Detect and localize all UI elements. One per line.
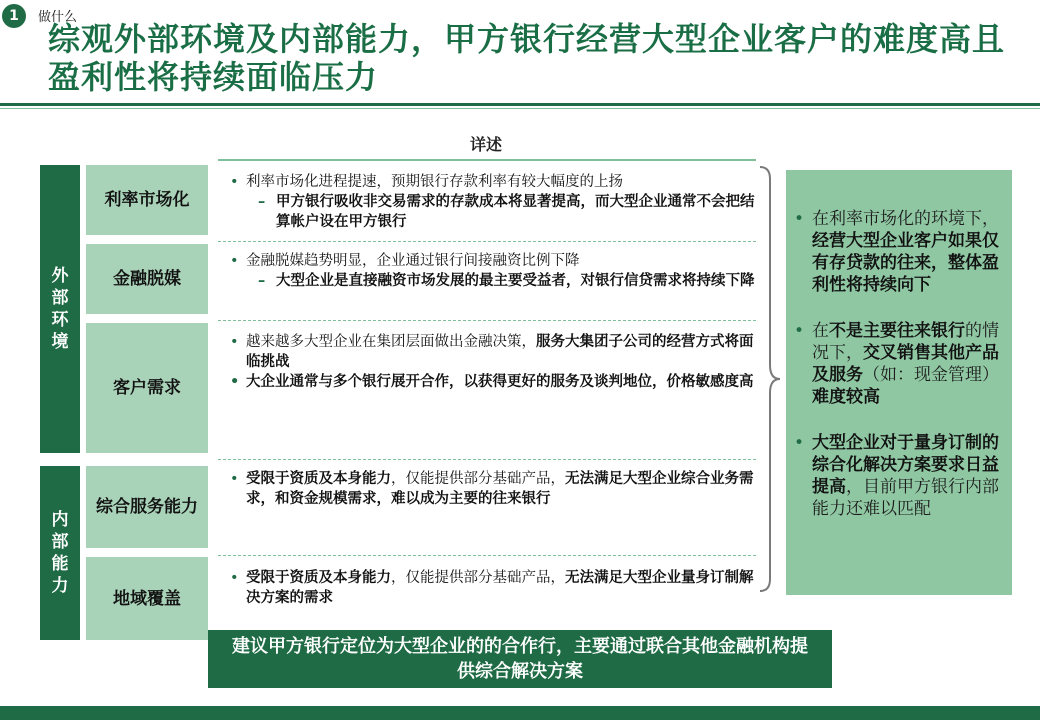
recommendation-banner (208, 630, 832, 688)
group-label-external (40, 165, 80, 453)
summary-text-bold: 经营大型企业客户如果仅有存贷款的往来，整体盈利性将持续向下 (812, 231, 999, 295)
category-label: 综合服务能力 (96, 497, 198, 517)
right-brace-icon (758, 165, 784, 595)
row-separator (218, 320, 756, 322)
detail-text: ，仅能提供部分基础产品， (391, 570, 565, 586)
detail-disintermediation (218, 251, 758, 291)
step-badge: 1 (2, 4, 26, 28)
recommendation-text: 建议甲方银行定位为大型企业的的合作行，主要通过联合其他金融机构提供综合解决方案 (232, 636, 808, 682)
summary-text-bold: 难度较高 (812, 387, 880, 407)
category-integrated-service (86, 466, 208, 548)
title-divider (0, 103, 1040, 106)
group-label-external-text: 外部环境 (51, 266, 69, 352)
step-label: 做什么 (38, 10, 78, 25)
detail-bullet: • 大企业通常与多个银行展开合作，以获得更好的服务及谈判地位，价格敏感度高 (218, 372, 758, 392)
detail-regional-coverage (218, 568, 758, 608)
detail-text-bold: 受限于资质及本身能力 (246, 471, 391, 487)
detail-text-bold: 受限于资质及本身能力 (246, 570, 391, 586)
footer-bar (0, 706, 1040, 720)
detail-text-bold: 服务大集团子公司的经营方式将面临挑战 (246, 334, 754, 370)
column-header: 详述 (470, 135, 503, 154)
detail-bullet (218, 568, 758, 608)
detail-text: 越来越多大型企业在集团层面做出金融决策， (246, 334, 536, 350)
detail-text: ，仅能提供部分基础产品， (391, 471, 565, 487)
detail-integrated-service (218, 469, 758, 509)
category-regional-coverage (86, 557, 208, 640)
summary-text-bold: 大型企业对于量身订制的综合化解决方案要求日益提高 (812, 433, 999, 497)
summary-point (794, 432, 1002, 520)
page-title: 综观外部环境及内部能力，甲方银行经营大型企业客户的难度高且盈利性将持续面临压力 (48, 20, 1006, 96)
category-label: 金融脱媒 (113, 269, 181, 289)
detail-rate-liberalization (218, 172, 758, 232)
summary-text: 的情况下， (812, 321, 999, 363)
detail-bullet: • 利率市场化进程提速，预期银行存款利率有较大幅度的上扬 (218, 172, 758, 192)
title-divider-thin (0, 108, 1040, 109)
summary-point (794, 320, 1002, 408)
summary-text: 在 (812, 321, 829, 341)
summary-text: 在利率市场化的环境下， (812, 209, 999, 229)
summary-panel (786, 170, 1012, 595)
summary-text: （如：现金管理） (863, 365, 999, 385)
group-label-internal-text: 内部能力 (51, 510, 69, 596)
detail-bullet (218, 469, 758, 509)
summary-text: ，目前甲方银行内部能力还难以匹配 (812, 477, 999, 519)
summary-point (794, 208, 1002, 296)
detail-customer-demand (218, 332, 758, 392)
detail-sub-bullet: – 甲方银行吸收非交易需求的存款成本将显著提高，而大型企业通常不会把结算帐户设在甲方银行 (218, 192, 758, 232)
category-label: 地域覆盖 (113, 588, 181, 609)
category-customer-demand (86, 323, 208, 453)
detail-text-bold: 无法满足大型企业量身订制解决方案的需求 (246, 570, 754, 606)
detail-sub-bullet: – 大型企业是直接融资市场发展的最主要受益者，对银行信贷需求将持续下降 (218, 271, 758, 291)
summary-text-bold: 不是主要往来银行 (829, 321, 965, 341)
category-label: 客户需求 (113, 378, 181, 398)
column-header-rule (218, 159, 756, 161)
row-separator (218, 459, 756, 461)
summary-text-bold: 交叉销售其他产品及服务 (812, 343, 999, 385)
row-separator (218, 555, 756, 557)
group-label-internal (40, 466, 80, 640)
category-label: 利率市场化 (104, 190, 190, 210)
row-separator (218, 241, 756, 243)
category-rate-liberalization (86, 165, 208, 235)
detail-text-bold: 无法满足大型企业综合业务需求，和资金规模需求，难以成为主要的往来银行 (246, 471, 754, 507)
category-disintermediation (86, 244, 208, 314)
detail-bullet: • 金融脱媒趋势明显，企业通过银行间接融资比例下降 (218, 251, 758, 271)
detail-bullet (218, 332, 758, 372)
